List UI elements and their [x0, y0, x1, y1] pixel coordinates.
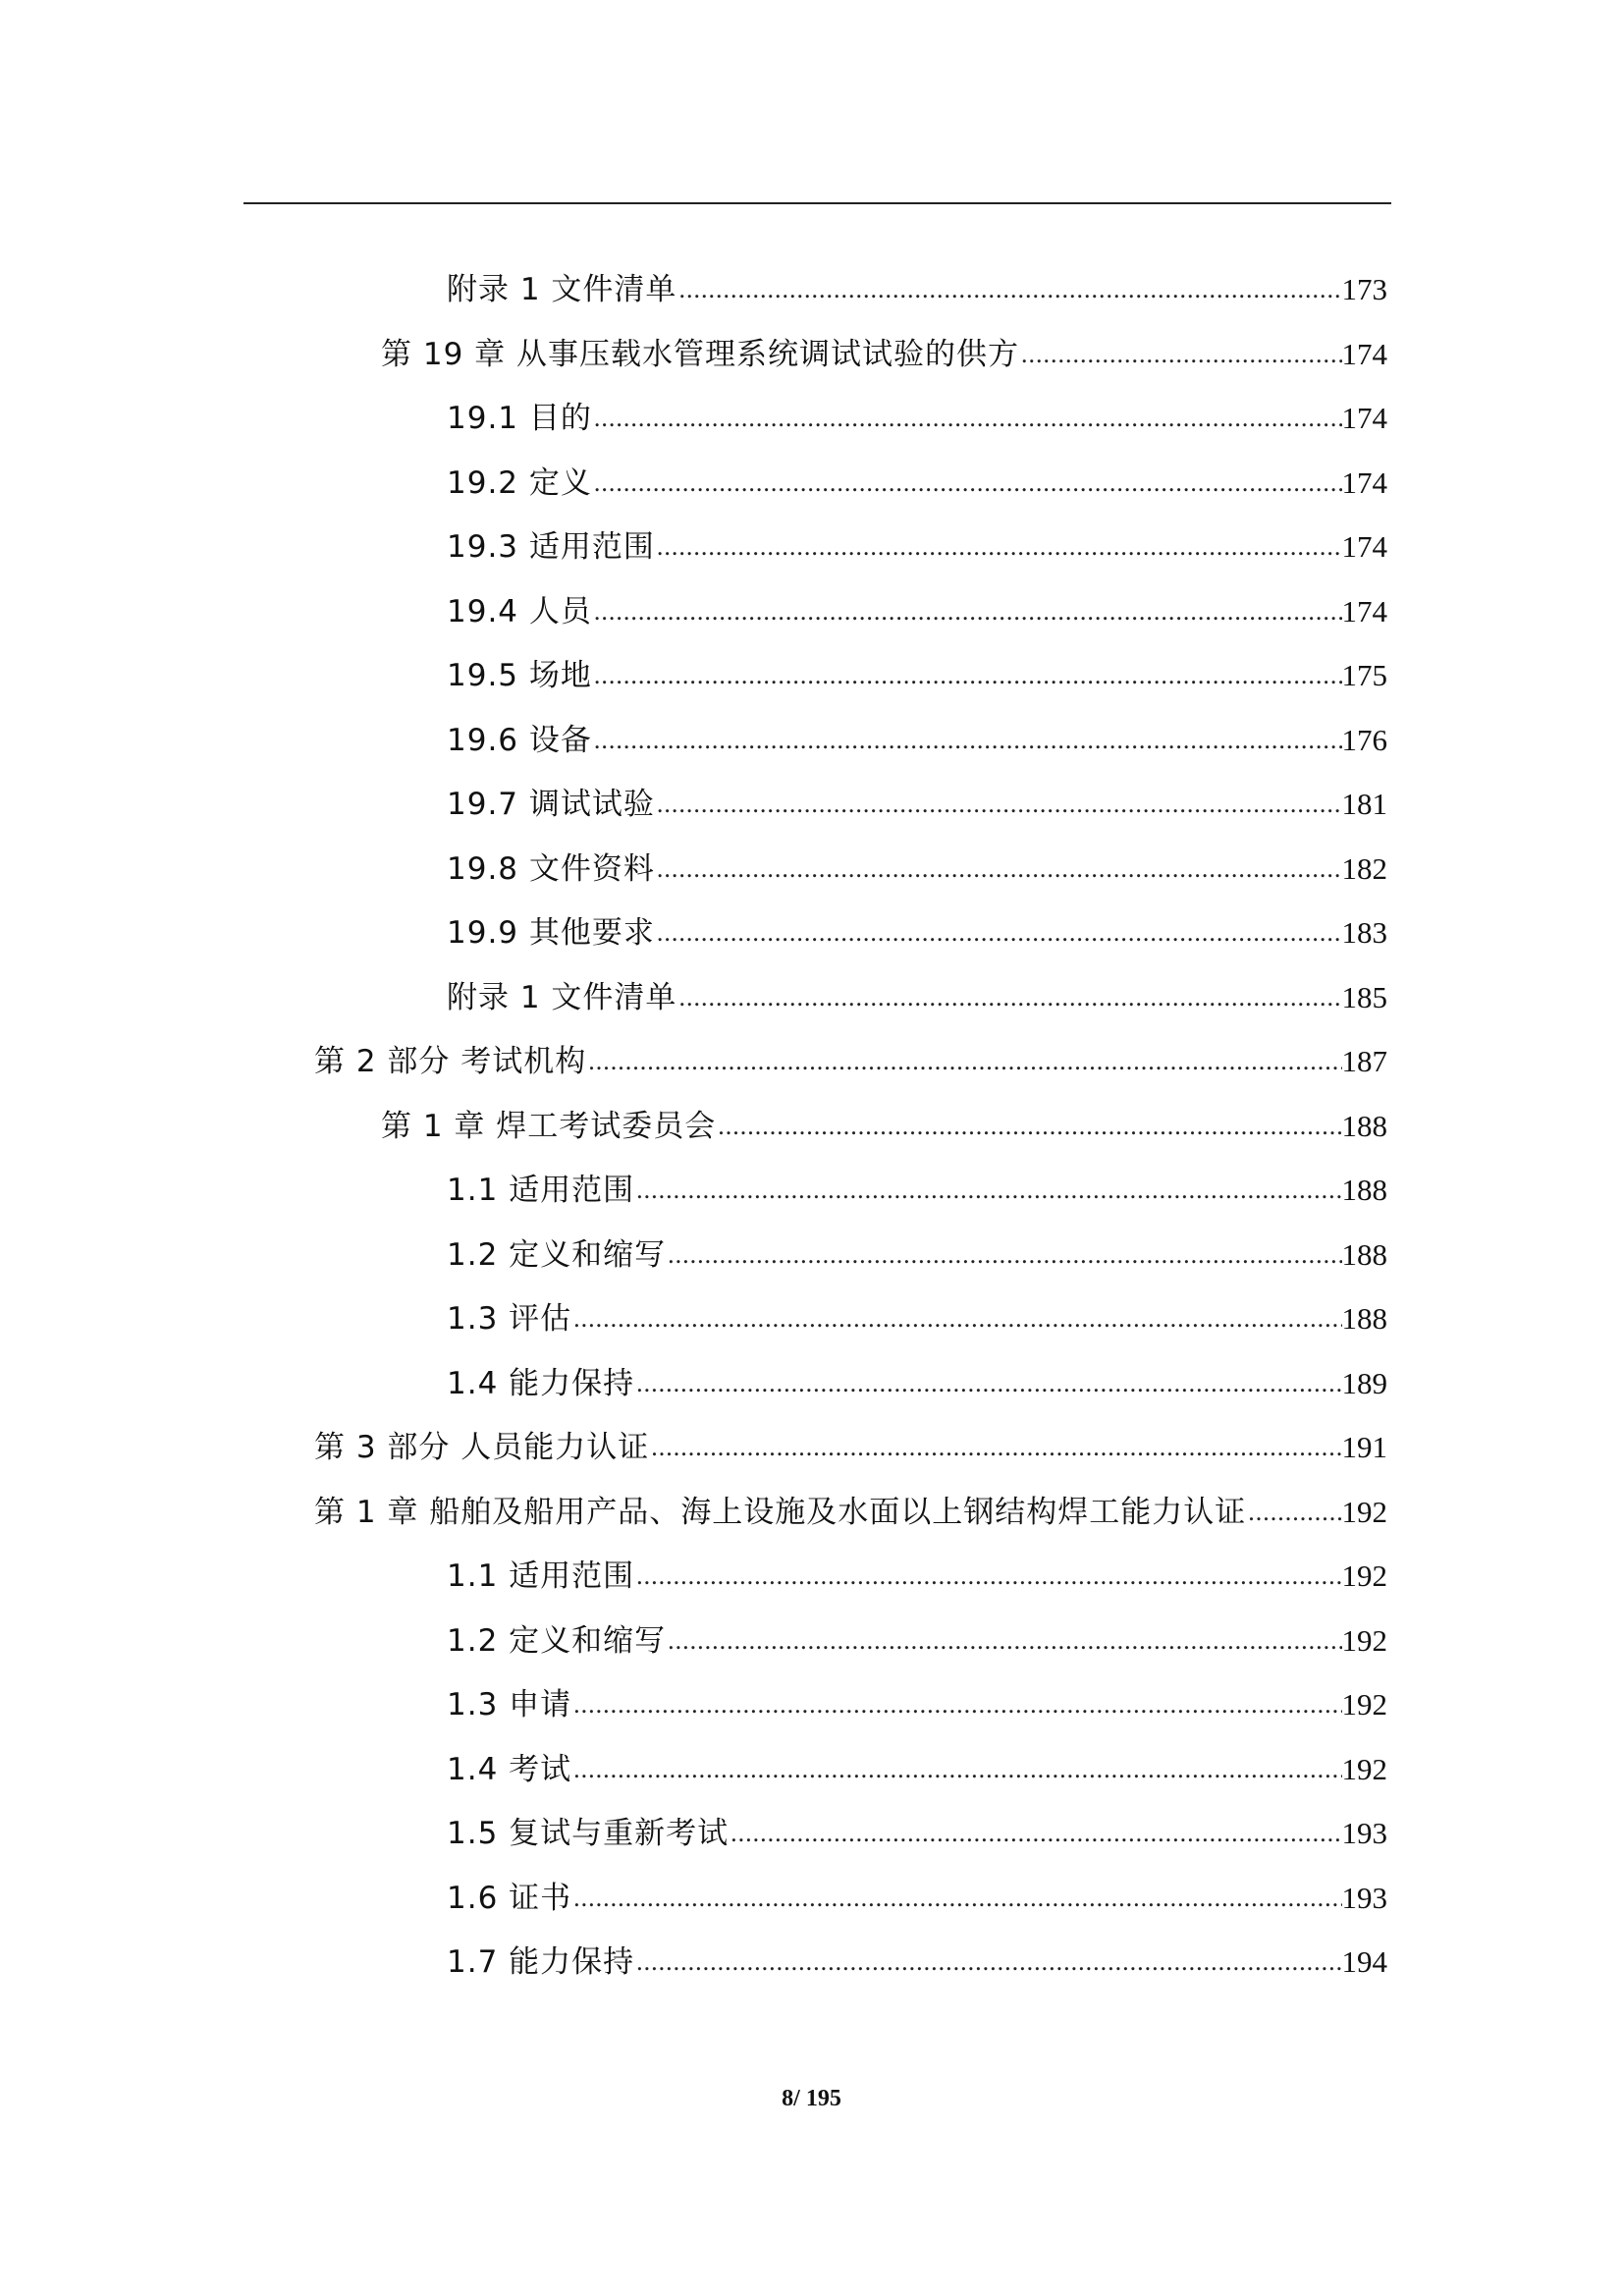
toc-entry[interactable] — [447, 587, 1387, 636]
toc-entry[interactable] — [447, 716, 1387, 765]
toc-dot-leader — [634, 1938, 1341, 1987]
toc-entry[interactable] — [447, 265, 1387, 314]
toc-entry[interactable] — [447, 459, 1387, 508]
toc-entry[interactable] — [447, 1552, 1387, 1601]
toc-entry-title: 1.1 适用范围 — [447, 1173, 635, 1208]
toc-dot-leader — [634, 1359, 1341, 1408]
toc-entry-page-number: 188 — [1341, 1108, 1387, 1143]
toc-dot-leader — [634, 1166, 1341, 1215]
toc-entry-page-number: 194 — [1341, 1944, 1387, 1979]
toc-entry-title: 附录 1 文件清单 — [447, 272, 677, 307]
toc-entry-title: 1.2 定义和缩写 — [447, 1236, 667, 1273]
toc-dot-leader — [592, 459, 1342, 508]
toc-entry-title: 19.4 人员 — [447, 593, 592, 629]
toc-entry-title: 1.5 复试与重新考试 — [447, 1816, 730, 1851]
toc-dot-leader — [655, 845, 1342, 894]
toc-dot-leader — [1019, 330, 1341, 379]
toc-entry-page-number: 192 — [1341, 1558, 1387, 1593]
toc-entry-title: 附录 1 文件清单 — [447, 979, 677, 1015]
toc-entry-title: 19.9 其他要求 — [447, 915, 655, 951]
toc-entry-page-number: 181 — [1341, 787, 1387, 821]
toc-dot-leader — [592, 394, 1342, 443]
toc-entry-page-number: 191 — [1341, 1430, 1387, 1464]
toc-dot-leader — [1246, 1488, 1341, 1537]
toc-dot-leader — [634, 1552, 1341, 1601]
header-rule — [243, 202, 1391, 204]
toc-entry[interactable] — [447, 1874, 1387, 1923]
toc-entry-page-number: 192 — [1341, 1751, 1387, 1786]
toc-entry-page-number: 189 — [1341, 1365, 1387, 1400]
toc-entry-title: 19.2 定义 — [447, 465, 592, 501]
toc-entry-title: 第 19 章 从事压载水管理系统调试试验的供方 — [381, 336, 1020, 372]
toc-entry-title: 1.4 能力保持 — [447, 1365, 635, 1401]
toc-dot-leader — [655, 908, 1342, 957]
toc-dot-leader — [571, 1874, 1341, 1923]
toc-entry-title: 1.7 能力保持 — [447, 1944, 635, 1980]
toc-entry[interactable] — [447, 1166, 1387, 1215]
toc-dot-leader — [571, 1680, 1341, 1729]
toc-dot-leader — [676, 973, 1341, 1022]
toc-dot-leader — [586, 1037, 1341, 1086]
toc-entry[interactable] — [447, 1359, 1387, 1408]
toc-entry-page-number: 174 — [1341, 593, 1387, 629]
toc-entry-page-number: 192 — [1341, 1494, 1387, 1529]
toc-dot-leader — [666, 1616, 1341, 1666]
toc-dot-leader — [729, 1809, 1341, 1858]
toc-entry-page-number: 173 — [1341, 272, 1387, 306]
toc-entry-title: 19.8 文件资料 — [447, 850, 655, 887]
toc-entry[interactable] — [447, 394, 1387, 443]
toc-entry[interactable] — [447, 1230, 1387, 1280]
toc-entry-page-number: 183 — [1341, 915, 1387, 950]
toc-dot-leader — [655, 780, 1342, 829]
toc-entry[interactable] — [447, 1680, 1387, 1729]
toc-entry-page-number: 192 — [1341, 1687, 1387, 1722]
toc-entry[interactable] — [447, 522, 1387, 572]
toc-entry-title: 第 3 部分 人员能力认证 — [314, 1430, 650, 1465]
toc-entry-title: 1.3 评估 — [447, 1301, 572, 1337]
toc-entry-page-number: 188 — [1341, 1301, 1387, 1336]
toc-entry-title: 19.7 调试试验 — [447, 787, 655, 822]
toc-dot-leader — [592, 651, 1342, 700]
toc-dot-leader — [571, 1294, 1341, 1343]
toc-entry[interactable] — [381, 330, 1387, 379]
toc-entry-page-number: 188 — [1341, 1173, 1387, 1207]
toc-entry-title: 19.3 适用范围 — [447, 529, 655, 565]
toc-entry-page-number: 187 — [1341, 1044, 1387, 1078]
toc-entry-page-number: 188 — [1341, 1236, 1387, 1272]
page-number: 8/ 195 — [782, 2086, 841, 2111]
toc-entry-title: 19.5 场地 — [447, 658, 592, 693]
toc-dot-leader — [592, 716, 1342, 765]
toc-entry-title: 19.1 目的 — [447, 401, 592, 436]
toc-entry-page-number: 174 — [1341, 336, 1387, 371]
toc-entry[interactable] — [314, 1037, 1387, 1086]
toc-entry-page-number: 176 — [1341, 722, 1387, 757]
toc-entry[interactable] — [447, 780, 1387, 829]
toc-entry[interactable] — [314, 1488, 1387, 1537]
toc-entry[interactable] — [381, 1102, 1387, 1151]
toc-entry[interactable] — [447, 845, 1387, 894]
toc-entry[interactable] — [447, 1294, 1387, 1343]
toc-entry-title: 第 1 章 焊工考试委员会 — [381, 1108, 717, 1144]
toc-entry-title: 第 2 部分 考试机构 — [314, 1044, 587, 1079]
toc-entry-page-number: 175 — [1341, 658, 1387, 692]
toc-entry-title: 1.4 考试 — [447, 1751, 572, 1787]
toc-entry-title: 1.2 定义和缩写 — [447, 1622, 667, 1659]
toc-dot-leader — [666, 1230, 1341, 1280]
toc-dot-leader — [592, 587, 1342, 636]
toc-dot-leader — [716, 1102, 1341, 1151]
toc-entry-title: 第 1 章 船舶及船用产品、海上设施及水面以上钢结构焊工能力认证 — [314, 1494, 1247, 1530]
toc-entry[interactable] — [447, 908, 1387, 957]
toc-entry[interactable] — [314, 1423, 1387, 1472]
toc-entry-title: 1.6 证书 — [447, 1880, 572, 1916]
toc-dot-leader — [571, 1745, 1341, 1794]
toc-dot-leader — [649, 1423, 1341, 1472]
toc-dot-leader — [676, 265, 1341, 314]
toc-entry-title: 1.1 适用范围 — [447, 1558, 635, 1594]
toc-entry-page-number: 193 — [1341, 1816, 1387, 1850]
toc-entry[interactable] — [447, 973, 1387, 1022]
toc-entry[interactable] — [447, 1616, 1387, 1666]
toc-entry-page-number: 174 — [1341, 465, 1387, 500]
toc-entry-page-number: 193 — [1341, 1880, 1387, 1915]
toc-entry-page-number: 174 — [1341, 529, 1387, 564]
toc-entry[interactable] — [447, 651, 1387, 700]
toc-entry-page-number: 174 — [1341, 401, 1387, 435]
toc-entry-title: 1.3 申请 — [447, 1687, 572, 1722]
toc-entry-title: 19.6 设备 — [447, 722, 592, 758]
toc-dot-leader — [655, 522, 1342, 572]
toc-entry-page-number: 192 — [1341, 1622, 1387, 1658]
toc-entry-page-number: 185 — [1341, 979, 1387, 1014]
toc-entry[interactable] — [447, 1745, 1387, 1794]
toc-entry-page-number: 182 — [1341, 850, 1387, 886]
toc-entry[interactable] — [447, 1809, 1387, 1858]
toc-entry[interactable] — [447, 1938, 1387, 1987]
